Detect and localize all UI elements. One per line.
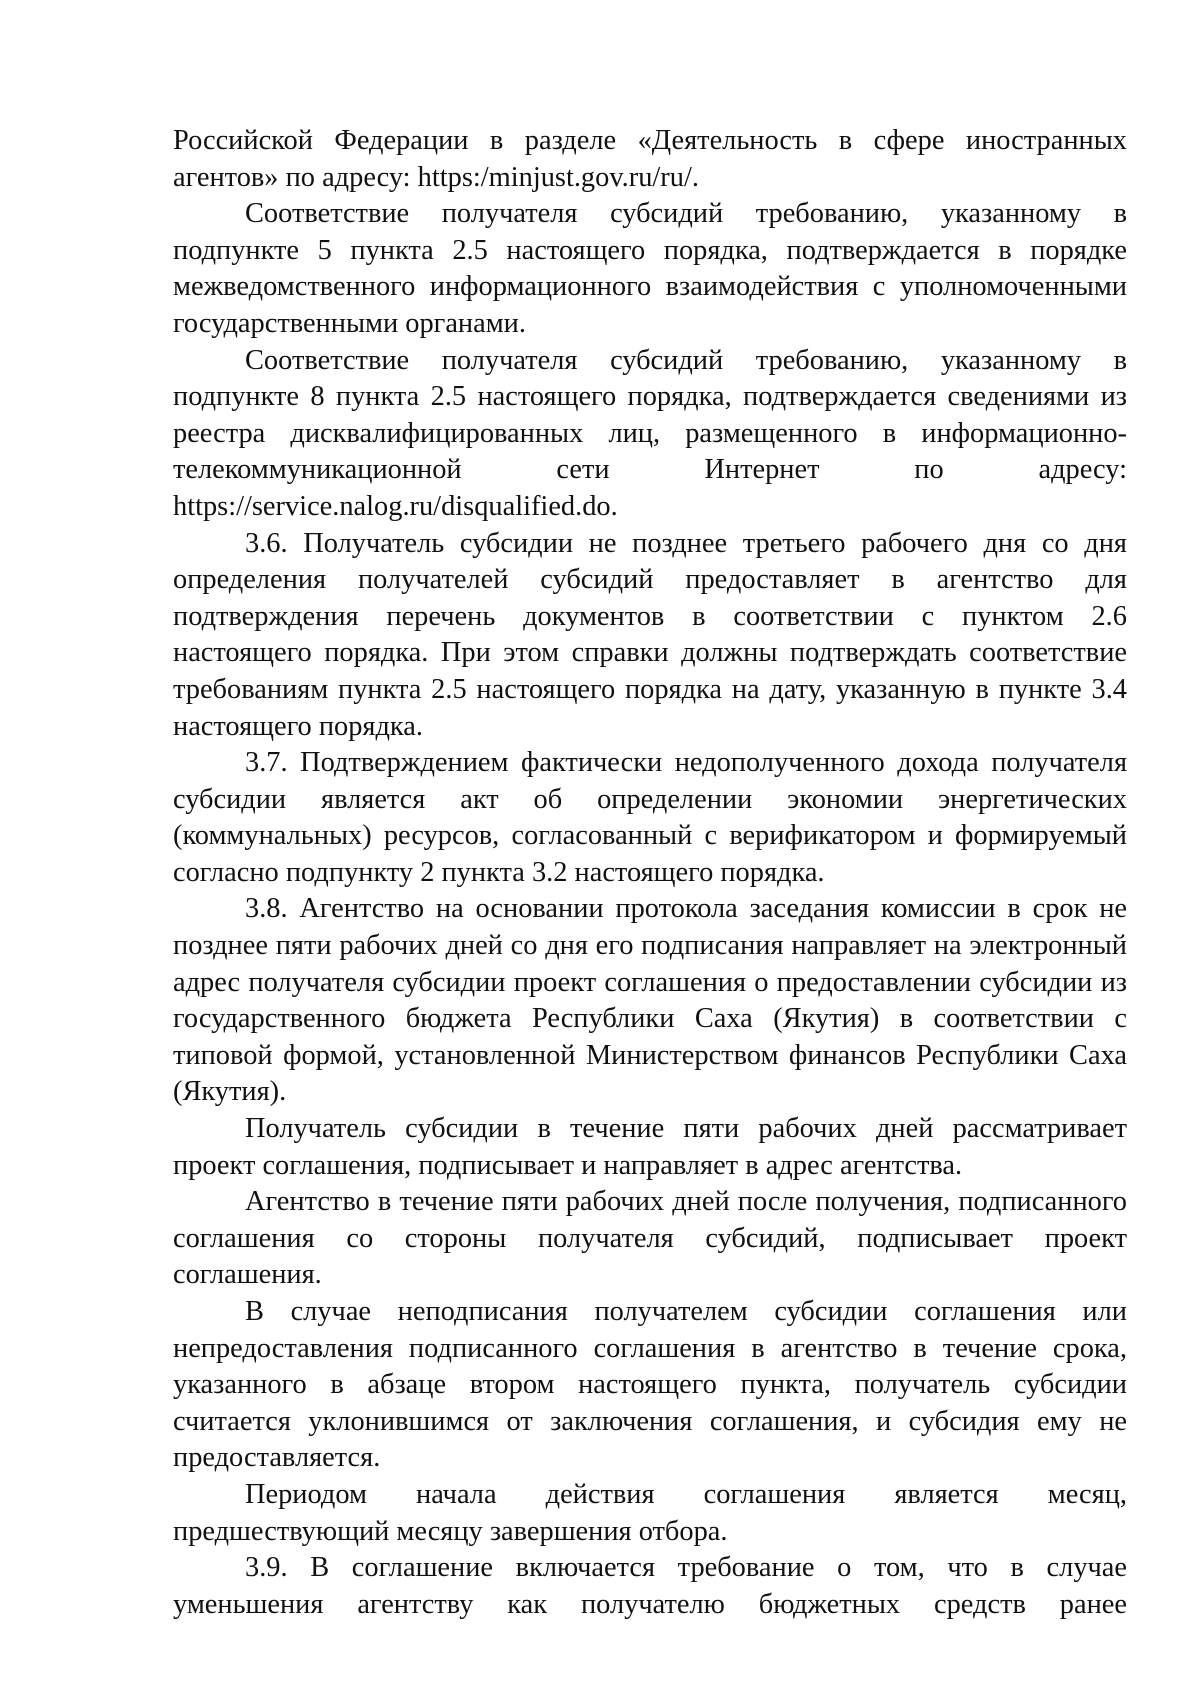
text-line: 3.6. Получатель субсидии не позднее третьего рабочего дня со дня — [245, 527, 1127, 559]
text-line: государственного бюджета Республики Саха (Якутия) в соответствии с — [173, 1003, 1127, 1035]
paragraph-clause-3-8 — [173, 891, 1127, 1111]
text-line: соглашения со стороны получателя субсидий, подписывает проект — [173, 1222, 1127, 1254]
text-line: государственными органами. — [173, 307, 526, 339]
text-line: указанного в абзаце втором настоящего пункта, получатель субсидии — [173, 1369, 1127, 1401]
text-line: телекоммуникационной сети Интернет по адресу: — [173, 454, 1127, 486]
text-line: соглашения. — [173, 1259, 322, 1291]
text-line: Российской Федерации в разделе «Деятельность в сфере иностранных — [173, 125, 1127, 156]
text-line: 3.7. Подтверждением фактически недополученного дохода получателя — [245, 747, 1127, 779]
paragraph-agency-signing — [173, 1184, 1127, 1294]
text-line: (Якутия). — [173, 1076, 287, 1108]
text-line: в пункте 3.4 настоящего порядка. — [173, 673, 1127, 742]
text-line: подпункте 8 пункта 2.5 настоящего порядка, подтверждается сведениями из — [173, 381, 1127, 413]
text-line: предоставляется. — [173, 1442, 381, 1474]
text-line: позднее пяти рабочих дней со дня его подписания направляет на электронный — [173, 930, 1127, 962]
text-line: агентов» по адресу: https:/minjust.gov.ru/ru/. — [173, 161, 699, 193]
text-line: https://service.nalog.ru/disqualified.do. — [173, 490, 618, 522]
text-line: 2.6 настоящего порядка. При этом справки должны подтверждать — [173, 600, 1127, 669]
paragraph-clause-3-7 — [173, 745, 1127, 891]
text-line: согласно подпункту 2 пункта 3.2 настоящего порядка. — [173, 856, 825, 888]
text-line: типовой формой, установленной Министерством финансов Республики Саха — [173, 1039, 1127, 1071]
text-line: непредоставления подписанного соглашения в агентство в течение срока, — [173, 1332, 1127, 1364]
text-line: предшествующий месяцу завершения отбора. — [173, 1515, 728, 1547]
text-line: подпункте 5 пункта 2.5 настоящего порядка, подтверждается в порядке — [173, 234, 1127, 266]
text-line: Соответствие получателя субсидий требованию, указанному в — [245, 198, 1127, 230]
paragraph-clause-3-6 — [173, 526, 1127, 746]
text-line: В случае неподписания получателем субсидии соглашения или — [245, 1296, 1127, 1327]
text-line: 3.8. Агентство на основании протокола заседания комиссии в срок не — [245, 893, 1127, 925]
text-line: соответствие требованиям пункта 2.5 настоящего порядка на дату, указанную — [173, 637, 1127, 705]
paragraph-foreign-agents-registry — [173, 123, 1127, 196]
text-line: (коммунальных) ресурсов, согласованный с верификатором и формируемый — [173, 820, 1127, 852]
text-line: 3.9. В соглашение включается требование о том, что в случае — [245, 1552, 1127, 1584]
text-line: субсидии является акт об определении экономии энергетических — [173, 783, 1127, 815]
text-line: считается уклонившимся от заключения соглашения, и субсидия ему не — [173, 1405, 1127, 1437]
text-line: Агентство в течение пяти рабочих дней после получения, подписанного — [245, 1186, 1127, 1218]
paragraph-subclause-8-compliance — [173, 343, 1127, 526]
text-line: межведомственного информационного взаимодействия с уполномоченными — [173, 271, 1127, 303]
text-line: реестра дисквалифицированных лиц, размещенного в информационно- — [173, 417, 1127, 449]
paragraph-agreement-period — [173, 1477, 1127, 1550]
paragraph-subclause-5-compliance — [173, 196, 1127, 342]
text-line: Периодом начала действия соглашения является месяц, — [245, 1478, 1127, 1510]
text-line: определения получателей субсидий предоставляет в агентство для — [173, 564, 1127, 596]
paragraph-recipient-review — [173, 1111, 1127, 1184]
text-line: уменьшения агентству как получателю бюджетных средств ранее — [173, 1588, 1127, 1620]
text-line: адрес получателя субсидии проект соглашения о предоставлении субсидии из — [173, 966, 1127, 998]
text-line: проект соглашения, подписывает и направляет в адрес агентства. — [173, 1149, 963, 1181]
document-body — [173, 123, 1127, 1623]
paragraph-non-signing — [173, 1294, 1127, 1477]
text-line: Соответствие получателя субсидий требованию, указанному в — [245, 344, 1127, 376]
paragraph-clause-3-9 — [173, 1550, 1127, 1623]
text-line: Получатель субсидии в течение пяти рабочих дней рассматривает — [245, 1113, 1127, 1145]
text-line: подтверждения перечень документов в соответствии с пунктом — [173, 600, 1064, 632]
